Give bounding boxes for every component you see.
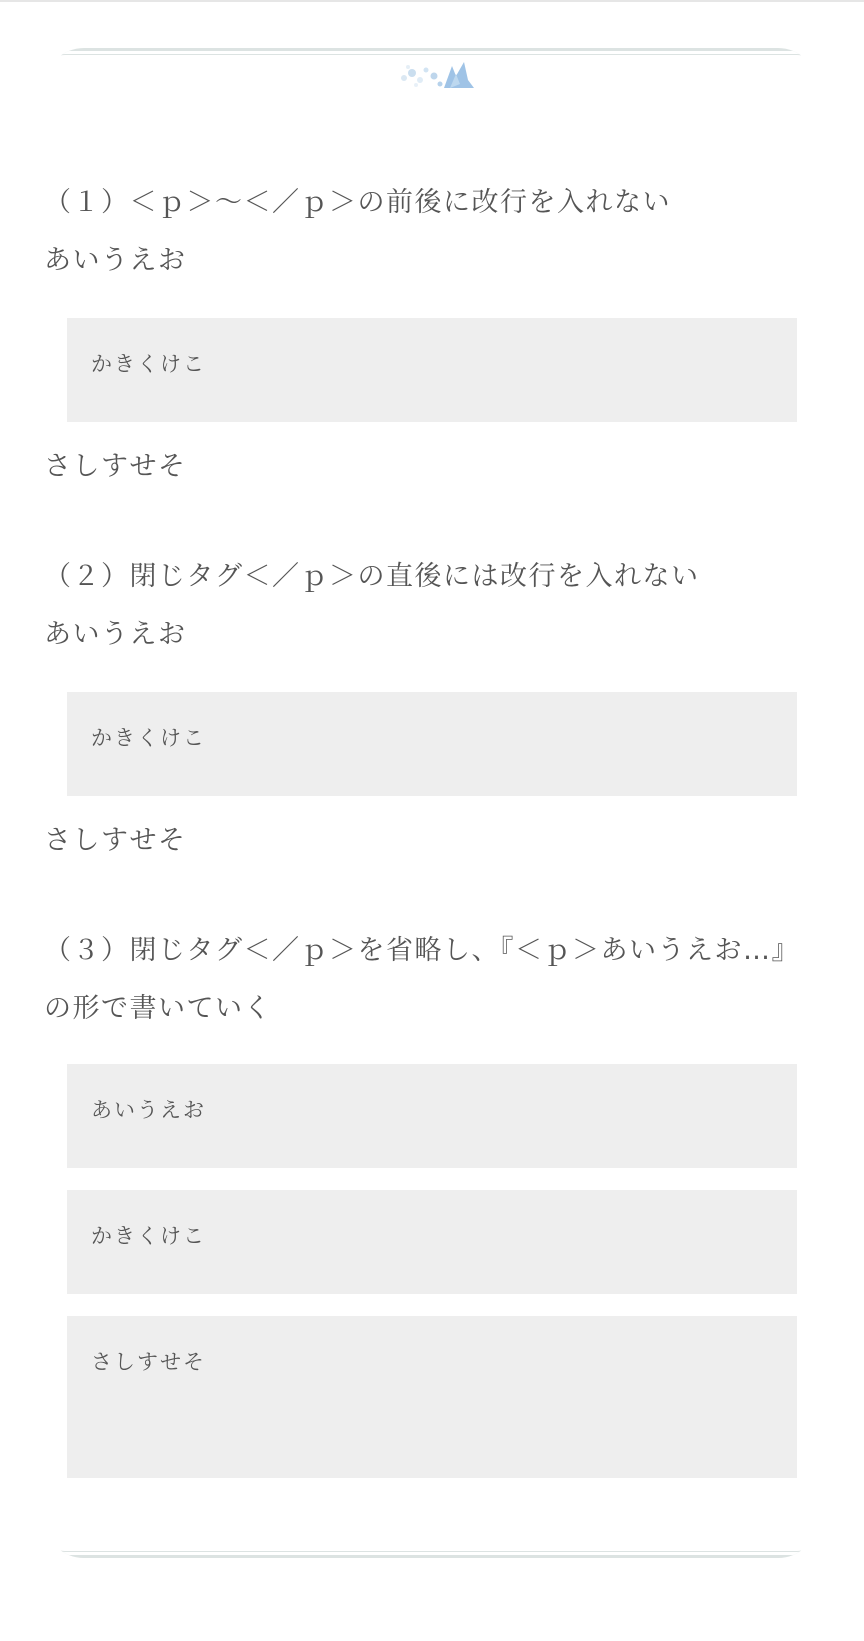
section-2-heading: （２）閉じタグ＜／ｐ＞の直後には改行を入れない (44, 561, 700, 592)
card-frame-bottom (44, 1515, 818, 1558)
section-3-box-1: あいうえお (67, 1064, 797, 1168)
section-2-text-after: さしすせそ (44, 825, 187, 856)
section-2-box: かきくけこ (67, 692, 797, 796)
article-content (44, 174, 818, 1478)
section-1-heading: （１）＜ｐ＞～＜／ｐ＞の前後に改行を入れない (44, 187, 671, 218)
section-3-heading: （３）閉じタグ＜／ｐ＞を省略し、『＜ｐ＞あいうえお…』の形で書いていく (44, 935, 800, 1024)
section-1-box: かきくけこ (67, 318, 797, 422)
section-3-box-3: さしすせそ (67, 1316, 797, 1478)
section-1-text-before: あいうえお (44, 245, 187, 276)
header-ornament-icon (394, 58, 478, 92)
section-3-box-2: かきくけこ (67, 1190, 797, 1294)
top-divider (0, 0, 864, 2)
section-1-text-after: さしすせそ (44, 451, 187, 482)
section-2-text-before: あいうえお (44, 619, 187, 650)
article-card (44, 48, 818, 1558)
